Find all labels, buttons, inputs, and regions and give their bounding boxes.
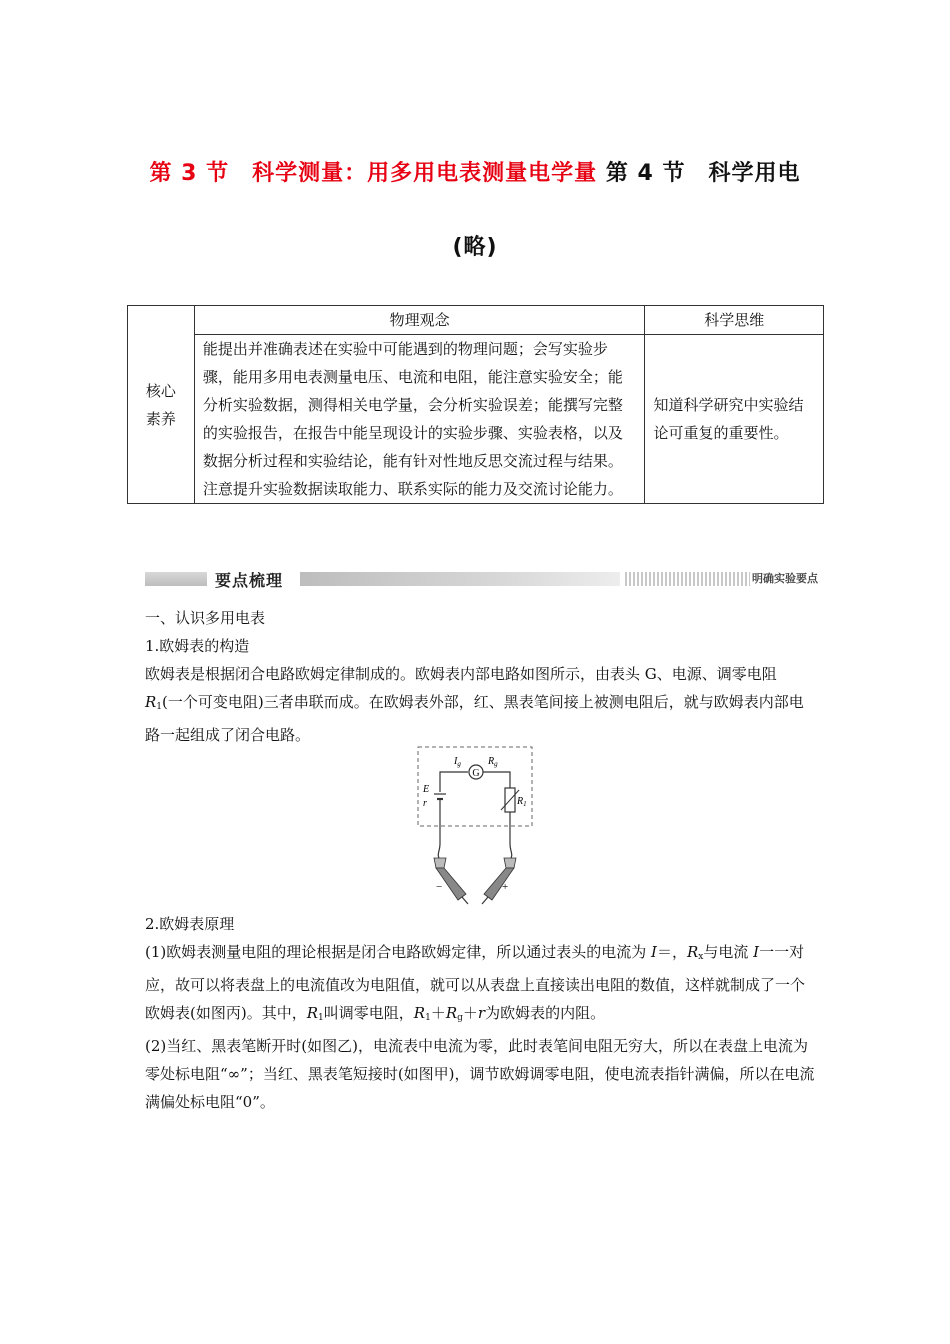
text-run: 一一对应，故可以将表盘上的电流值改为电阻值，就可以从表盘上直接读出电阻的数值，这样就制成了一个欧姆表(如图丙)。其中， (145, 943, 806, 1022)
plus-sign: + (502, 881, 509, 893)
subscript: 1 (318, 1013, 324, 1023)
subscript: g (457, 1013, 463, 1023)
subscript: x (698, 952, 704, 962)
subsection-heading: 2.欧姆表原理 (145, 915, 235, 933)
text-run: ＋ (462, 1004, 478, 1022)
symbol-R: R (413, 1004, 426, 1022)
symbol-R: R (686, 943, 699, 961)
section-banner (145, 568, 818, 590)
page-title-line2: (略) (452, 235, 498, 260)
subscript: 1 (156, 702, 163, 712)
wire (483, 772, 510, 788)
black-lead-wire (438, 844, 440, 860)
symbol-r: r (477, 1004, 486, 1022)
text-run: 欧姆表是根据闭合电路欧姆定律制成的。欧姆表内部电路如图所示，由表头 G、电源、调零电阻 (145, 665, 777, 683)
title-part1: 第 3 节 科学测量：用多用电表测量电学量 (149, 161, 598, 186)
section-heading: 一、认识多用电表 (145, 609, 266, 627)
scientific-thinking-cell: 知道科学研究中实验结论可重复的重要性。 (645, 335, 824, 504)
page-title (0, 156, 950, 187)
physics-concept-cell (194, 335, 645, 504)
text-run: ＋ (430, 1004, 446, 1022)
banner-right-text: 明确实验要点 (752, 572, 818, 585)
label-Rg: $R_g$ (488, 756, 498, 768)
subsection-heading: 1.欧姆表的构造 (145, 637, 250, 655)
section-ohmmeter-principle (145, 910, 815, 1116)
text-run: 叫调零电阻， (323, 1004, 414, 1022)
subscript: 1 (425, 1013, 431, 1023)
label-E: E (423, 784, 430, 795)
text-run: (一个可变电阻)三者串联而成。在欧姆表外部，红、黑表笔间接上被测电阻后，就与欧姆表内部电路一起组成了闭合电路。 (145, 693, 804, 744)
banner-bar-stripes (625, 572, 750, 586)
principle-paragraph-2: (2)当红、黑表笔断开时(如图乙)，电流表中电流为零，此时表笔间电阻无穷大，所以在表盘上电流为零处标电阻“∞”；当红、黑表笔短接时(如图甲)，调节欧姆调零电阻，使电流表指针满偏，所以在电流满偏处标电阻“0”。 (145, 1037, 815, 1111)
text-run: ＝， (656, 943, 687, 961)
row-label-core-literacy: 核心 素养 (128, 306, 195, 504)
title-part2: 第 4 节 科学用电 (605, 161, 801, 186)
wire (440, 772, 468, 792)
label-r: r (423, 798, 427, 809)
banner-label: 要点梳理 (215, 571, 284, 590)
label-Ig: $I_g$ (454, 756, 461, 768)
core-literacy-table (127, 305, 824, 504)
banner-bar-left (145, 572, 207, 586)
galvanometer-label: G (472, 768, 480, 779)
red-lead-wire (510, 844, 512, 860)
text-run: (1)欧姆表测量电阻的理论根据是闭合电路欧姆定律，所以通过表头的电流为 (145, 943, 652, 961)
physics-concept-para1: 能提出并准确表述在实验中可能遇到的物理问题；会写实验步骤，能用多用电表测量电压、电流和电阻，能注意实验安全；能分析实验数据，测得相关电学量，会分析实验误差；能撰写完整的实验报告，在报告中能呈现设计的实验步骤、实验表格，以及数据分析过程和实验结论，能有针对性地反思交流过程与结果。 (202, 340, 623, 470)
dashed-enclosure (418, 747, 532, 826)
symbol-R: R (445, 1004, 458, 1022)
label-R1: $R_1$ (517, 796, 527, 808)
symbol-I: I (651, 943, 657, 961)
physics-concept-para2: 注意提升实验数据读取能力、联系实际的能力及交流讨论能力。 (202, 480, 623, 498)
minus-sign: − (436, 881, 443, 893)
symbol-R: R (145, 693, 157, 711)
symbol-R: R (306, 1004, 319, 1022)
section-ohmmeter-structure (145, 604, 815, 749)
col-header-scientific-thinking: 科学思维 (645, 306, 824, 335)
banner-bar-gradient (300, 572, 620, 586)
structure-paragraph (145, 660, 815, 749)
ohmmeter-circuit-figure (410, 744, 540, 906)
text-run: 为欧姆表的内阻。 (485, 1004, 606, 1022)
red-probe-icon (482, 858, 516, 904)
symbol-I: I (753, 943, 760, 961)
principle-paragraph-1 (145, 938, 815, 1032)
col-header-physics-concept: 物理观念 (194, 306, 645, 335)
text-run: 与电流 (703, 943, 754, 961)
